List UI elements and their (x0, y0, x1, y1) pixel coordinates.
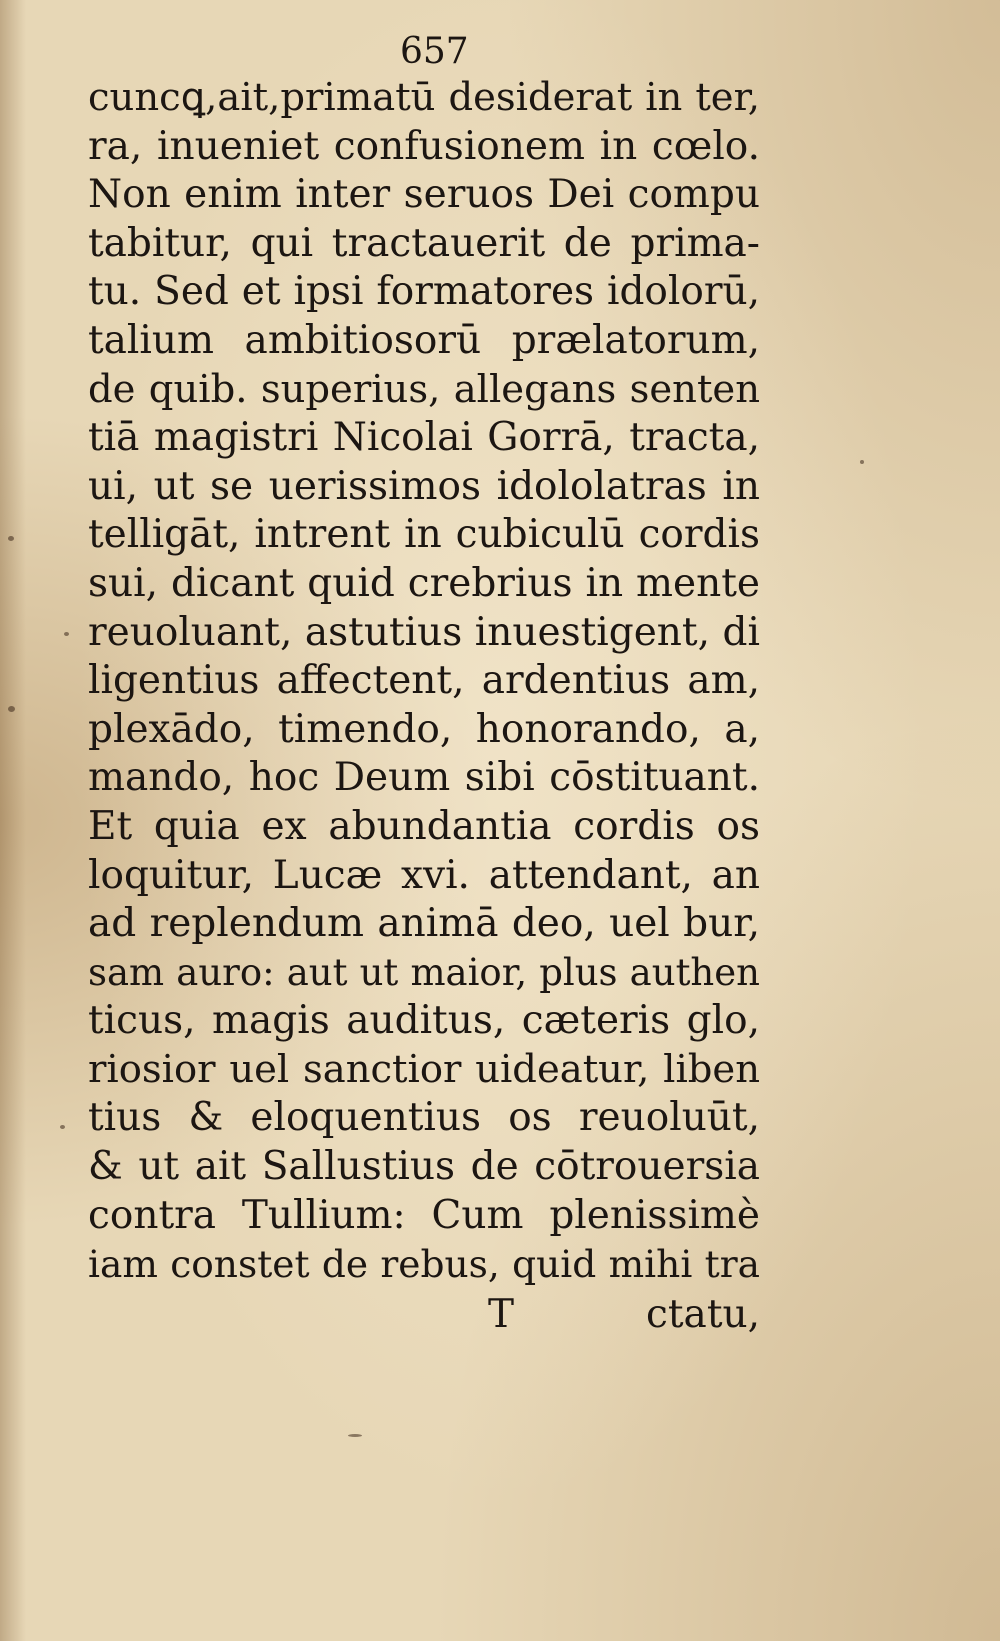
signature-mark: T (488, 1292, 515, 1337)
text-line: telligāt, intrent in cubiculū cordis (88, 512, 760, 558)
text-line: plexādo, timendo, honorando, a, (88, 706, 760, 752)
page-edge-shadow (0, 0, 26, 1641)
text-line: sui, dicant quid crebrius in mente (88, 560, 760, 606)
ink-speck (60, 1125, 65, 1129)
text-line: tu. Sed et ipsi formatores idolorū, (88, 269, 760, 315)
text-line: tiā magistri Nicolai Gorrā, tracta, (88, 415, 760, 461)
text-line: de quib. superius, allegans senten (88, 366, 760, 412)
ink-speck (8, 706, 15, 712)
text-line: ui, ut se uerissimos idololatras in (88, 463, 760, 509)
ink-speck (348, 1434, 362, 1437)
text-line: Non enim inter seruos Dei compu (88, 172, 760, 218)
text-line: loquitur, Lucæ xvi. attendant, an (88, 852, 760, 898)
text-line: Et quia ex abundantia cordis os (88, 803, 760, 849)
text-line: ad replendum animā deo, uel bur, (88, 901, 760, 947)
text-line: cuncꝗ,ait,primatū desiderat in ter, (88, 75, 760, 120)
body-text (88, 74, 760, 1289)
text-line: mando, hoc Deum sibi cōstituant. (88, 755, 760, 801)
text-line: ligentius affectent, ardentius am, (88, 658, 760, 704)
text-line: sam auro: aut ut maior, plus authen (88, 950, 760, 994)
ink-speck (64, 632, 69, 636)
text-line: & ut ait Sallustius de cōtrouersia (88, 1144, 760, 1190)
text-line: contra Tullium: Cum plenissimè (88, 1192, 760, 1238)
page-number: 657 (400, 31, 469, 72)
text-line: ra, inueniet confusionem in cœlo. (88, 123, 760, 169)
text-line: tius & eloquentius os reuoluūt, (88, 1095, 760, 1141)
text-line: talium ambitiosorū prælatorum, (88, 317, 760, 363)
ink-speck (860, 460, 864, 464)
text-line: tabitur, qui tractauerit de prima- (88, 220, 760, 266)
text-line: iam constet de rebus, quid mihi tra (88, 1242, 760, 1287)
ink-speck (8, 536, 14, 541)
text-line: riosior uel sanctior uideatur, liben (88, 1046, 760, 1092)
text-line: ticus, magis auditus, cæteris glo, (88, 998, 760, 1044)
text-line: reuoluant, astutius inuestigent, di (88, 609, 760, 655)
catchword: ctatu, (646, 1292, 760, 1337)
footer-row (88, 1290, 760, 1340)
